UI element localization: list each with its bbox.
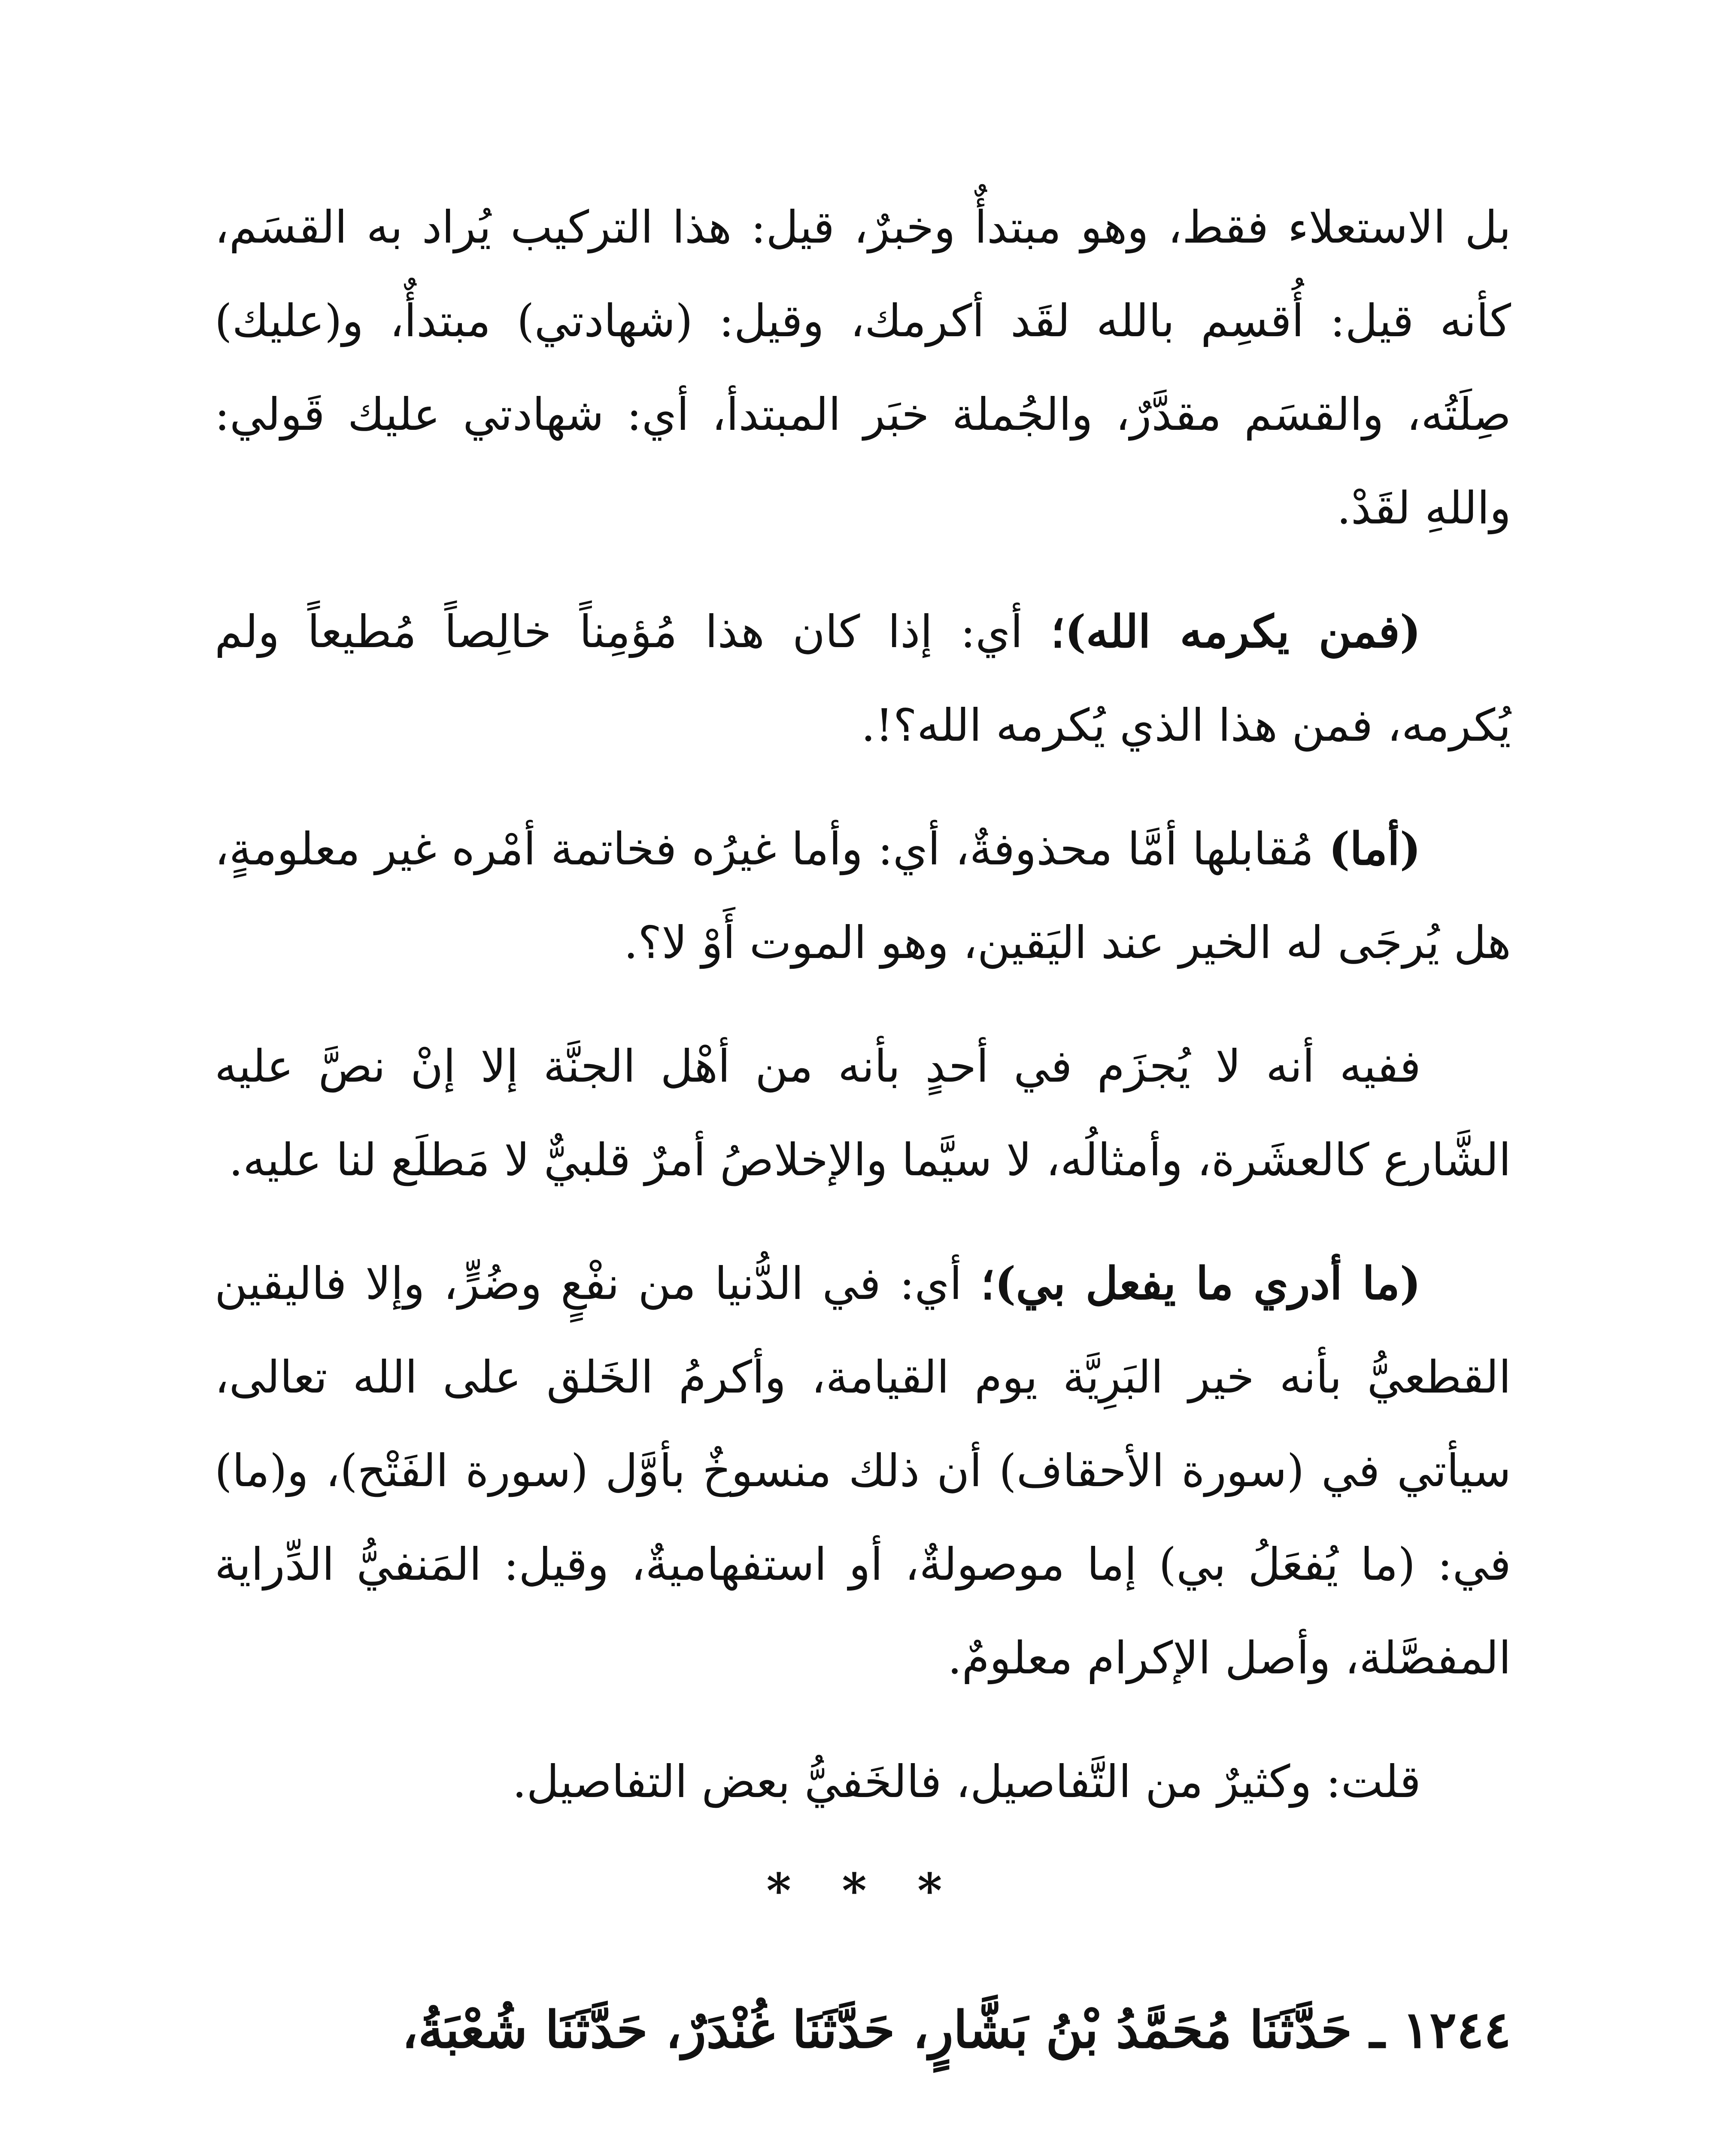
paragraph-6-text: قلت: وكثيرٌ من التَّفاصيل، فالخَفيُّ بعض التفاصيل. bbox=[512, 1755, 1421, 1808]
paragraph-2-text: أي: إذا كان هذا مُؤمِناً خالِصاً مُطيعاً ولم يُكرمه، فمن هذا الذي يُكرمه الله؟!. bbox=[215, 605, 1511, 751]
paragraph-5-text: أي: في الدُّنيا من نفْعٍ وضُرٍّ، وإلا فاليقين القطعيُّ بأنه خير البَرِيَّة يوم القيامة، وأكرمُ الخَلق على الله تعالى، سيأتي في (سورة الأحقاف) أن ذلك منسوخٌ بأوَّل (سورة الفَتْح)، و(ما) في: (ما يُفعَلُ بي) إما موصولةٌ، أو استفهاميةٌ، وقيل: المَنفيُّ الدِّراية المفصَّلة، وأصل الإكرام معلومٌ. bbox=[215, 1257, 1511, 1684]
paragraph-3 bbox=[215, 802, 1511, 989]
paragraph-5 bbox=[215, 1237, 1511, 1705]
paragraph-4 bbox=[215, 1019, 1511, 1207]
paragraph-6 bbox=[215, 1735, 1511, 1828]
paragraph-1 bbox=[215, 180, 1511, 555]
page-body bbox=[215, 180, 1511, 2147]
section-separator: * * * bbox=[766, 1863, 959, 1918]
hadith-chain-line: ١٢٤٤ ـ حَدَّثَنَا مُحَمَّدُ بْنُ بَشَّارٍ، حَدَّثَنَا غُنْدَرٌ، حَدَّثَنَا شُعْبَةُ، bbox=[401, 2000, 1511, 2059]
paragraph-3-text: مُقابلها أمَّا محذوفةٌ، أي: وأما غيرُه فخاتمة أمْره غير معلومةٍ، هل يُرجَى له الخير عند اليَقين، وهو الموت أَوْ لا؟. bbox=[215, 823, 1511, 969]
paragraph-2-quote: (فمن يكرمه الله)؛ bbox=[1050, 605, 1421, 658]
paragraph-2 bbox=[215, 585, 1511, 772]
paragraph-3-quote: (أما) bbox=[1329, 822, 1421, 875]
paragraph-5-quote: (ما أدري ما يفعل بي)؛ bbox=[980, 1257, 1421, 1310]
paragraph-4-text: ففيه أنه لا يُجزَم في أحدٍ بأنه من أهْل الجنَّة إلا إنْ نصَّ عليه الشَّارع كالعشَرة، وأمثالُه، لا سيَّما والإخلاصُ أمرٌ قلبيٌّ لا مَطلَع لنا عليه. bbox=[215, 1040, 1511, 1186]
paragraph-1-text: بل الاستعلاء فقط، وهو مبتدأٌ وخبرٌ، قيل: هذا التركيب يُراد به القسَم، كأنه قيل: أُقسِم بالله لقَد أكرمك، وقيل: (شهادتي) مبتدأٌ، و(عليك) صِلَتُه، والقسَم مقدَّرٌ، والجُملة خبَر المبتدأ، أي: شهادتي عليك قَولي: واللهِ لقَدْ. bbox=[215, 201, 1511, 534]
